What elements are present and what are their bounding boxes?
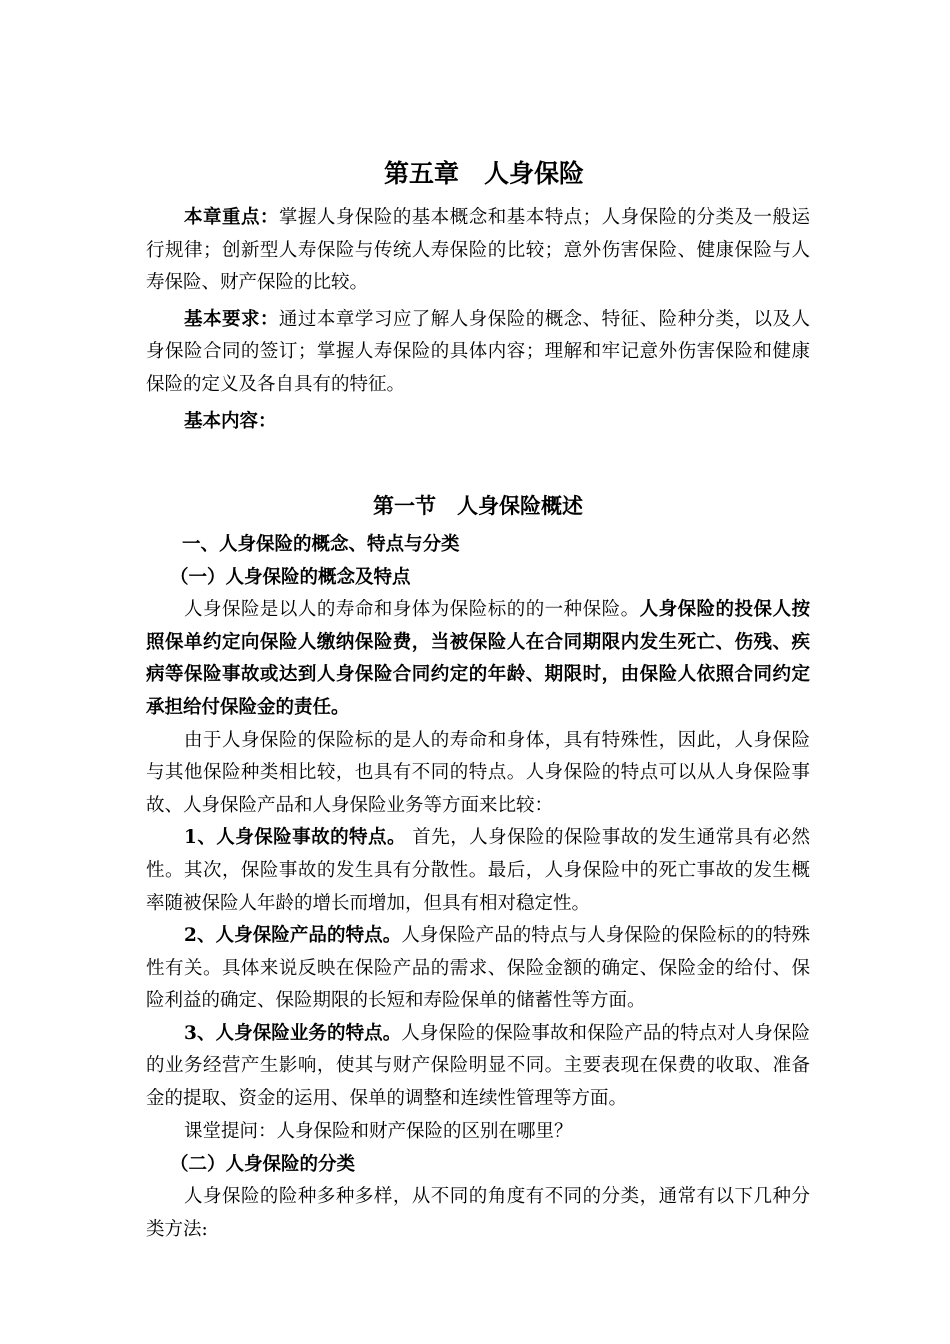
point-business-text: 人身保险的保险事故和保险产品的特点对人身保险的业务经营产生影响，使其与财产保险明显不同。主要表现在保费的收取、准备金的提取、资金的运用、保单的调整和连续性管理等方面。 — [146, 1022, 810, 1110]
point-business — [146, 1018, 810, 1116]
basic-content-label: 基本内容： — [184, 410, 277, 432]
subheading-classification: （二）人身保险的分类 — [170, 1154, 356, 1176]
requirements-text: 通过本章学习应了解人身保险的概念、特征、险种分类，以及人身保险合同的签订；掌握人寿保险的具体内容；理解和牢记意外伤害保险和健康保险的定义及各自具有的特征。 — [146, 308, 810, 395]
key-points-paragraph — [146, 202, 810, 300]
point-product-label: 2、人身保险产品的特点。 — [184, 925, 402, 947]
subheading-concept: （一）人身保险的概念及特点 — [170, 567, 411, 589]
point-product — [146, 920, 810, 1018]
section-title: 第一节 人身保险概述 — [373, 494, 583, 519]
point-accident-label: 1、人身保险事故的特点。 — [184, 827, 406, 849]
key-points-label: 本章重点： — [184, 207, 279, 228]
definition-paragraph — [146, 594, 810, 724]
heading-level1: 一、人身保险的概念、特点与分类 — [182, 534, 460, 556]
definition-plain-text: 人身保险是以人的寿命和身体为保险标的的一种保险。 — [184, 599, 640, 621]
point-product-text: 人身保险产品的特点与人身保险的保险标的的特殊性有关。具体来说反映在保险产品的需求、保险金额的确定、保险金的给付、保险利益的确定、保险期限的长短和寿险保单的储蓄性等方面。 — [146, 925, 810, 1012]
point-accident — [146, 822, 810, 920]
key-points-text: 掌握人身保险的基本概念和基本特点；人身保险的分类及一般运行规律；创新型人寿保险与传统人寿保险的比较；意外伤害保险、健康保险与人寿保险、财产保险的比较。 — [146, 207, 810, 294]
classification-paragraph: 人身保险的险种多种多样，从不同的角度有不同的分类，通常有以下几种分类方法: — [146, 1186, 810, 1240]
point-accident-text: 首先，人身保险的保险事故的发生通常具有必然性。其次，保险事故的发生具有分散性。最后，人身保险中的死亡事故的发生概率随被保险人年龄的增长而增加，但具有相对稳定性。 — [146, 827, 810, 914]
characteristics-paragraph: 由于人身保险的保险标的是人的寿命和身体，具有特殊性，因此，人身保险与其他保险种类相比较，也具有不同的特点。人身保险的特点可以从人身保险事故、人身保险产品和人身保险业务等方面来比较： — [146, 729, 810, 816]
requirements-paragraph — [146, 304, 810, 402]
document-body — [146, 156, 810, 1246]
requirements-label: 基本要求： — [184, 308, 279, 330]
class-question: 课堂提问：人身保险和财产保险的区别在哪里？ — [184, 1120, 573, 1142]
definition-bold-text: 人身保险的投保人按照保单约定向保险人缴纳保险费，当被保险人在合同期限内发生死亡、伤残、疾病等保险事故或达到人身保险合同约定的年龄、期限时，由保险人依照合同约定承担给付保险金的责任。 — [146, 599, 810, 718]
point-business-label: 3、人身保险业务的特点。 — [184, 1022, 402, 1044]
chapter-title: 第五章 人身保险 — [383, 159, 584, 188]
